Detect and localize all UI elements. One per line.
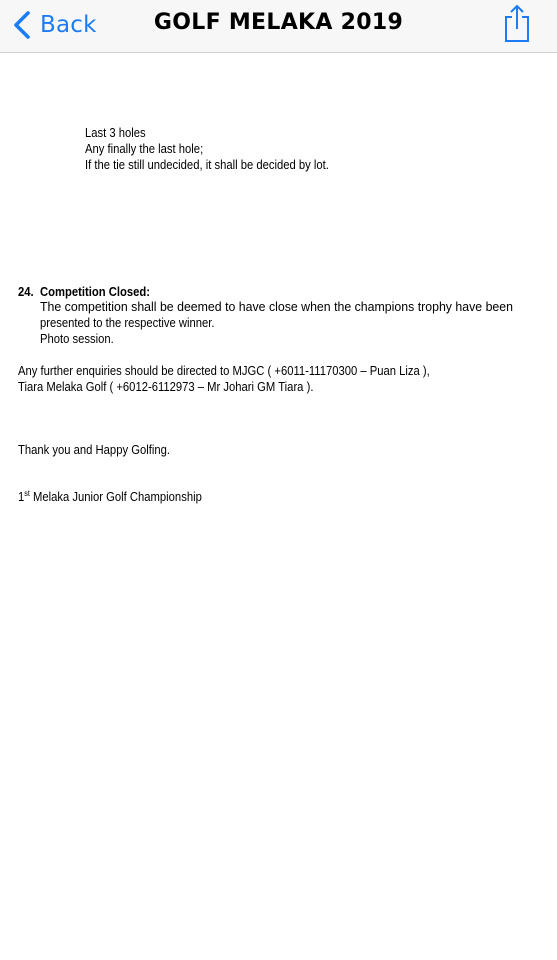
section-body-line: presented to the respective winner. (40, 316, 215, 330)
tie-line: Last 3 holes (85, 126, 146, 140)
back-label: Back (40, 12, 97, 38)
thanks-text: Thank you and Happy Golfing. (18, 443, 170, 457)
section-number: 24. (18, 285, 34, 299)
navigation-bar (0, 0, 557, 53)
enquiry-line: Any further enquiries should be directed to MJGC ( +6011-11170300 – Puan Liza ), (18, 364, 430, 378)
section-body-line: Photo session. (40, 332, 114, 346)
tie-line: If the tie still undecided, it shall be decided by lot. (85, 158, 329, 172)
document-page (0, 54, 557, 960)
championship-name: 1st Melaka Junior Golf Championship (18, 489, 202, 504)
page-title: GOLF MELAKA 2019 (153, 10, 404, 35)
section-heading: Competition Closed: (40, 285, 150, 299)
tie-line: Any finally the last hole; (85, 142, 204, 156)
enquiry-line: Tiara Melaka Golf ( +6012-6112973 – Mr Johari GM Tiara ). (18, 380, 314, 394)
share-icon[interactable] (502, 3, 532, 43)
section-body-line: The competition shall be deemed to have close when the champions trophy have been (40, 300, 513, 314)
